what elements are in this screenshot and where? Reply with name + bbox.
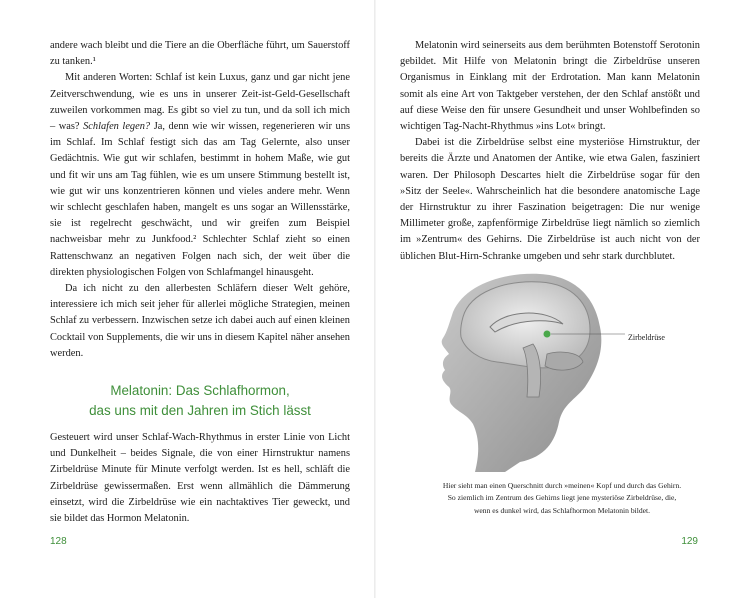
- figure-caption: [417, 480, 707, 517]
- right-page: [375, 0, 750, 598]
- left-text-top: [50, 38, 350, 362]
- paragraph: Melatonin wird seinerseits aus dem berühmten Botenstoff Serotonin gebildet. Mit Hilfe von Melatonin bringt die Zirbeldrüse unseren Organismus in Einklang mit der Erdrotation. Man kann Melatonin somit als eine Art von Taktgeber verstehen, der den Schlaf anstößt und auf diese Weise den für unsere Gesundheit und unser Wohlbefinden so wichtigen Tag-Nacht-Rhythmus »ins Lot« bringt.: [400, 40, 700, 133]
- page-number: 128: [50, 536, 67, 547]
- head-crosssection-figure: [435, 272, 685, 472]
- paragraph-text: Ja, denn wie wir wissen, regenerieren wir uns im Schlaf. Im Schlaf festigt sich das am Tag Gelernte, also unser Gedächtnis. Wie gut wir schlafen, bestimmt in hohem Maße, wie gut und fit wir uns am Tag fühlen, wie es um unsere Stimmung bestellt ist, wie gut wir uns konzentrieren können und vieles andere mehr. Wenn wir schlecht geschlafen haben, mangelt es uns sogar an Willensstärke, sie ist regelrecht geschwächt, und wir greifen zum Beispiel nachweisbar mehr zu Junkfood.² Schlechter Schlaf zieht so einen Rattenschwanz an negativen Folgen nach sich, der weit über die direkten physiologischen Folgen von Schlafmangel hinausgeht.: [50, 121, 350, 278]
- left-text-bottom: [50, 430, 350, 527]
- heading-line: das uns mit den Jahren im Stich lässt: [89, 403, 311, 418]
- heading-line: Melatonin: Das Schlafhormon,: [110, 383, 290, 398]
- emphasis-text: Schlafen legen?: [83, 121, 151, 133]
- caption-line: So ziemlich im Zentrum des Gehirns liegt jene mysteriöse Zirbeldrüse, die,: [447, 493, 677, 503]
- paragraph: Gesteuert wird unser Schlaf-Wach-Rhythmus in erster Linie von Licht und Dunkelheit – beides Signale, die von einer Hirnstruktur namens Zirbeldrüse Minute für Minute verfolgt werden. Ist es hell, schläft die Zirbeldrüse gewissermaßen. Erst wenn allmählich die Dämmerung einsetzt, wird die Zirbeldrüse wie ein nachtaktives Tier geweckt, und sie bildet das Hormon Melatonin.: [50, 432, 350, 525]
- section-heading: [50, 381, 350, 421]
- paragraph: andere wach bleibt und die Tiere an die Oberfläche führt, um Sauerstoff zu tanken.¹: [50, 40, 350, 68]
- paragraph: [50, 70, 350, 281]
- right-text: [400, 38, 700, 265]
- caption-line: Hier sieht man einen Querschnitt durch »meinen« Kopf und durch das Gehirn.: [442, 481, 682, 490]
- page-number: 129: [681, 536, 698, 547]
- figure-label: Zirbeldrüse: [628, 333, 665, 342]
- paragraph: Dabei ist die Zirbeldrüse selbst eine mysteriöse Hirnstruktur, der bereits die Ärzte und Anatomen der Antike, wie etwa Galen, fasziniert waren. Der Philosoph Descartes hielt die Zirbeldrüse sogar für den »Sitz der Seele«. Wahrscheinlich hat die besondere anatomische Lage der Hirnstruktur zu ihrer Faszination beigetragen: Die nur wenige Millimeter große, zapfenförmige Zirbeldrüse liegt nämlich so ziemlich im »Zentrum« des Gehirns. Die Zirbeldrüse ist auch nicht von der üblichen Blut-Hirn-Schranke umgeben und sehr stark durchblutet.: [400, 137, 700, 262]
- pineal-gland: [544, 331, 551, 338]
- paragraph-text: Mit anderen Worten: Schlaf ist kein Luxus, ganz und gar nicht jene Zeitverschwendung, wie es uns in unserer Zeit-ist-Geld-Gesellschaft zuweilen vorkommen mag. Es gibt so viel zu tun, und da soll ich mich – was?: [50, 72, 350, 133]
- paragraph: Da ich nicht zu den allerbesten Schläfern dieser Welt gehöre, interessiere ich mich seit jeher für allerlei mögliche Strategien, meinen Schlaf zu verbessern. Inzwischen setze ich dabei auch auf einen kleinen Cocktail von Supplements, die wir uns in diesem Kapitel näher ansehen werden.: [50, 283, 350, 359]
- head-illustration: [435, 272, 685, 472]
- caption-line: wenn es dunkel wird, das Schlafhormon Melatonin bildet.: [473, 505, 651, 515]
